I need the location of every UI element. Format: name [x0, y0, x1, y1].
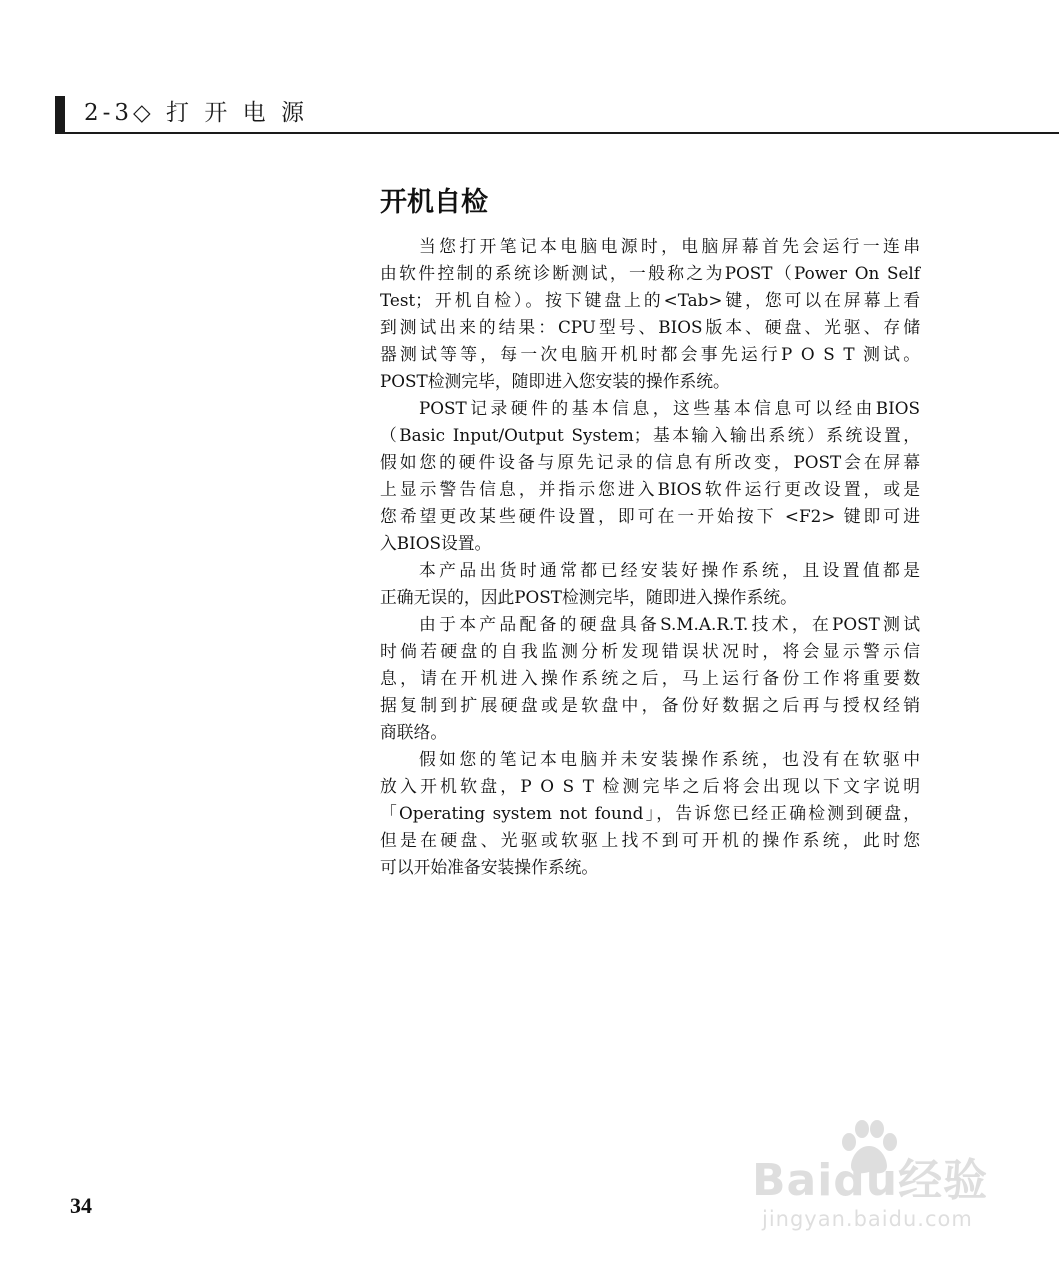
text-line: 器测试等等，每一次电脑开机时都会事先运行P O S T 测试。 [380, 344, 920, 364]
text-line: 当您打开笔记本电脑电源时，电脑屏幕首先会运行一连串 [419, 236, 920, 256]
text-line: 入BIOS设置。 [380, 533, 492, 553]
paragraph [380, 557, 920, 611]
text-line: 上显示警告信息，并指示您进入BIOS软件运行更改设置，或是 [380, 479, 920, 499]
body-text [380, 233, 920, 881]
text-line: 由于本产品配备的硬盘具备S.M.A.R.T.技术，在POST测试 [419, 614, 920, 634]
text-line: 到测试出来的结果：CPU型号、BIOS版本、硬盘、光驱、存储 [380, 317, 920, 337]
text-line: 假如您的硬件设备与原先记录的信息有所改变，POST会在屏幕 [380, 452, 920, 472]
text-line: POST检测完毕，随即进入您安装的操作系统。 [380, 371, 730, 391]
header-rule [55, 132, 1059, 134]
page-number: 34 [70, 1193, 92, 1218]
text-line: 息，请在开机进入操作系统之后，马上运行备份工作将重要数 [380, 668, 920, 688]
text-line: 假如您的笔记本电脑并未安装操作系统，也没有在软驱中 [419, 749, 920, 769]
text-line: （Basic Input/Output System；基本输入输出系统）系统设置， [380, 425, 920, 445]
text-line: 正确无误的，因此POST检测完毕，随即进入操作系统。 [380, 587, 797, 607]
paragraph [380, 233, 920, 395]
text-line: 可以开始准备安装操作系统。 [380, 857, 599, 877]
text-line: 据复制到扩展硬盘或是软盘中，备份好数据之后再与授权经销 [380, 695, 920, 715]
text-line: 由软件控制的系统诊断测试，一般称之为POST（Power On Self [380, 263, 920, 283]
header-accent-bar [55, 96, 65, 134]
text-line: 放入开机软盘，P O S T 检测完毕之后将会出现以下文字说明 [380, 776, 920, 796]
text-line: 「Operating system not found」，告诉您已经正确检测到硬盘， [380, 803, 920, 823]
paragraph [380, 746, 920, 881]
paragraph [380, 395, 920, 557]
text-line: 您希望更改某些硬件设置，即可在一开始按下 <F2> 键即可进 [380, 506, 920, 526]
section-title: 开机自检 [380, 187, 488, 218]
text-line: POST记录硬件的基本信息，这些基本信息可以经由BIOS [419, 398, 920, 418]
paragraph [380, 611, 920, 746]
text-line: 但是在硬盘、光驱或软驱上找不到可开机的操作系统，此时您 [380, 830, 920, 850]
text-line: Test；开机自检）。按下键盘上的<Tab>键，您可以在屏幕上看 [380, 290, 920, 310]
watermark-brand: Baidu经验 [752, 1155, 989, 1206]
chapter-header-title: 2-3◇ 打 开 电 源 [84, 100, 308, 126]
baidu-jingyan-watermark [752, 1120, 1002, 1235]
text-line: 本产品出货时通常都已经安装好操作系统，且设置值都是 [419, 560, 920, 580]
text-line: 商联络。 [380, 722, 448, 742]
watermark-url: jingyan.baidu.com [762, 1207, 973, 1231]
text-line: 时倘若硬盘的自我监测分析发现错误状况时，将会显示警示信 [380, 641, 920, 661]
